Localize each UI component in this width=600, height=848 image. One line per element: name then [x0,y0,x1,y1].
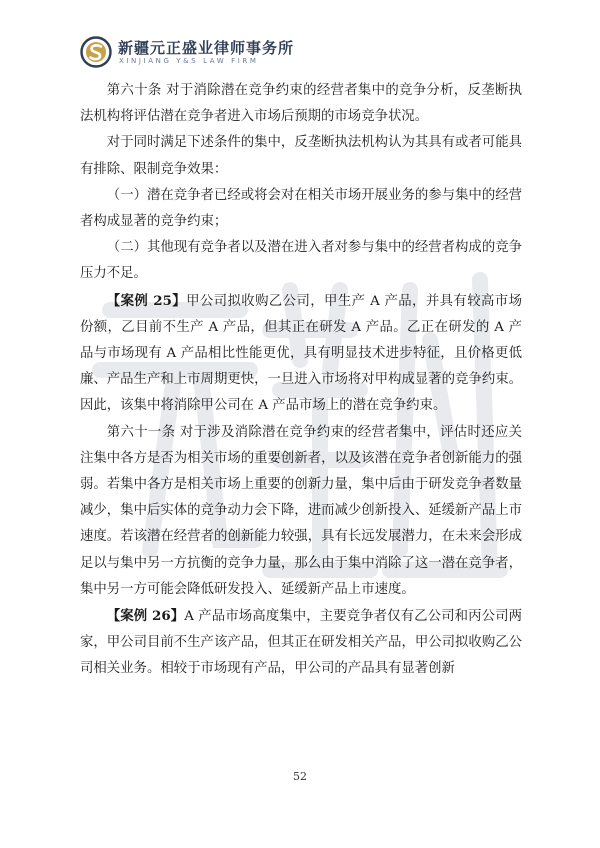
firm-name-en: XINJIANG Y&S LAW FIRM [119,57,259,65]
condition-2-paragraph: （二）其他现有竞争者以及潜在进入者对参与集中的经营者构成的竞争压力不足。 [80,240,522,282]
condition-1-paragraph: （一）潜在竞争者已经或将会对在相关市场开展业务的参与集中的经营者构成显著的竞争约束； [80,187,522,230]
case-25-text: 甲公司拟收购乙公司，甲生产 A 产品，并具有较高市场份额，乙目前不生产 A 产品，但其正在研发 A 产品。乙正在研发的 A 产品与市场现有 A 产品相比性能更优，具有明显技术进步特征，且价格更低廉、产品生产和上市周期更快，一旦进入市场将对甲构成显著的竞争约束。因此，该集中将消除甲公司在 A 产品市场上的潜在竞争约束。 [80,293,522,414]
case-25-paragraph [80,288,522,420]
page-header [80,36,540,72]
article-61-paragraph: 第六十一条 对于涉及消除潜在竞争约束的经营者集中，评估时还应关注集中各方是否为相关市场的重要创新者，以及该潜在竞争者创新能力的强弱。若集中各方是相关市场上重要的创新力量，集中后由于研发竞争者数量减少，集中后实体的竞争动力会下降，进而减少创新投入、延缓新产品上市速度。若该潜在经营者的创新能力较强，具有长远发展潜力，在未来会形成足以与集中另一方抗衡的竞争力量，那么由于集中消除了这一潜在竞争者，集中另一方可能会降低研发投入、延缓新产品上市速度。 [80,424,522,597]
case-26-paragraph [80,603,522,683]
firm-logo-icon [80,36,112,68]
article-60-paragraph: 第六十条 对于消除潜在竞争约束的经营者集中的竞争分析，反垄断执法机构将评估潜在竞争者进入市场后预期的市场竞争状况。 [80,83,522,125]
conditions-intro-paragraph: 对于同时满足下述条件的集中，反垄断执法机构认为其具有或者可能具有排除、限制竞争效果： [80,135,522,177]
firm-name-cn: 新疆元正盛业律师事务所 [118,39,295,57]
document-body [80,78,522,683]
case-25-tag: 【案例 25】 [106,292,187,309]
case-26-tag: 【案例 26】 [106,608,185,625]
page-number: 52 [293,770,307,783]
case-26-text: A 产品市场高度集中，主要竞争者仅有乙公司和丙公司两家，甲公司目前不生产该产品，但其正在研发相关产品，甲公司拟收购乙公司相关业务。相较于市场现有产品，甲公司的产品具有显著创新 [80,609,522,677]
